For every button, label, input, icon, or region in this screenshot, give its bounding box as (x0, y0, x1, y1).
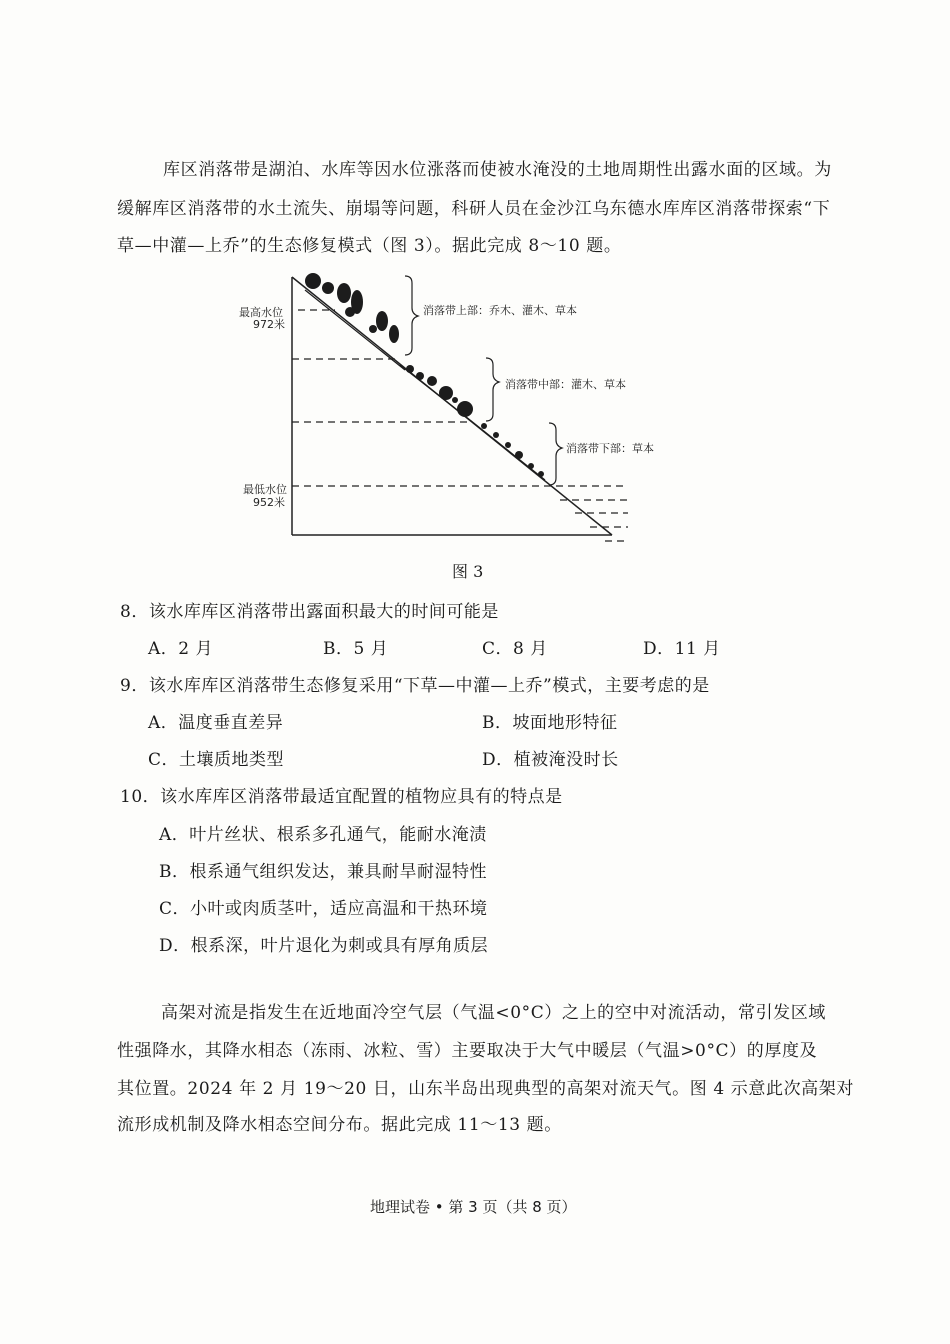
q10-option-b: B．根系通气组织发达，兼具耐旱耐湿特性 (159, 862, 487, 882)
q8-stem: 8．该水库库区消落带出露面积最大的时间可能是 (120, 602, 499, 622)
q9-stem: 9．该水库库区消落带生态修复采用“下草—中灌—上乔”模式，主要考虑的是 (120, 676, 710, 696)
zone-middle-label: 消落带中部：灌木、草本 (505, 378, 626, 391)
q9-option-a: A．温度垂直差异 (148, 713, 284, 733)
q10-option-a: A．叶片丝状、根系多孔通气，能耐水淹渍 (159, 825, 487, 845)
q10-stem: 10．该水库库区消落带最适宜配置的植物应具有的特点是 (120, 787, 563, 807)
q9-option-c: C．土壤质地类型 (148, 750, 285, 770)
q9-option-b: B．坡面地形特征 (482, 713, 618, 733)
max-water-level-value: 972米 (253, 318, 285, 331)
zone-upper-label: 消落带上部：乔木、灌木、草本 (423, 304, 577, 317)
q8-option-a: A．2 月 (148, 639, 213, 659)
q8-option-d: D．11 月 (643, 639, 721, 659)
q9-option-d: D．植被淹没时长 (482, 750, 619, 770)
passage2-line2: 性强降水，其降水相态（冻雨、冰粒、雪）主要取决于大气中暖层（气温>0°C）的厚度及 (117, 1041, 818, 1061)
max-water-level-label: 最高水位 (239, 306, 283, 319)
q10-option-d: D．根系深，叶片退化为刺或具有厚角质层 (159, 936, 489, 956)
q8-option-b: B．5 月 (323, 639, 389, 659)
page-footer: 地理试卷 • 第 3 页（共 8 页） (370, 1198, 577, 1216)
passage1-line1: 库区消落带是湖泊、水库等因水位涨落而使被水淹没的土地周期性出露水面的区域。为 (163, 160, 832, 180)
passage2-line3: 其位置。2024 年 2 月 19～20 日，山东半岛出现典型的高架对流天气。图 4 示意此次高架对 (117, 1079, 854, 1099)
q8-option-c: C．8 月 (482, 639, 548, 659)
zone-lower-label: 消落带下部：草本 (566, 442, 654, 455)
figure3-caption: 图 3 (452, 562, 484, 581)
passage1-line3: 草—中灌—上乔”的生态修复模式（图 3）。据此完成 8～10 题。 (117, 236, 622, 256)
min-water-level-label: 最低水位 (243, 483, 287, 496)
passage2-line1: 高架对流是指发生在近地面冷空气层（气温<0°C）之上的空中对流活动，常引发区域 (161, 1003, 826, 1023)
q10-option-c: C．小叶或肉质茎叶，适应高温和干热环境 (159, 899, 488, 919)
figure3-diagram (0, 0, 950, 600)
min-water-level-value: 952米 (253, 496, 285, 509)
passage2-line4: 流形成机制及降水相态空间分布。据此完成 11～13 题。 (117, 1115, 562, 1135)
passage1-line2: 缓解库区消落带的水土流失、崩塌等问题，科研人员在金沙江乌东德水库库区消落带探索“下 (117, 199, 831, 219)
